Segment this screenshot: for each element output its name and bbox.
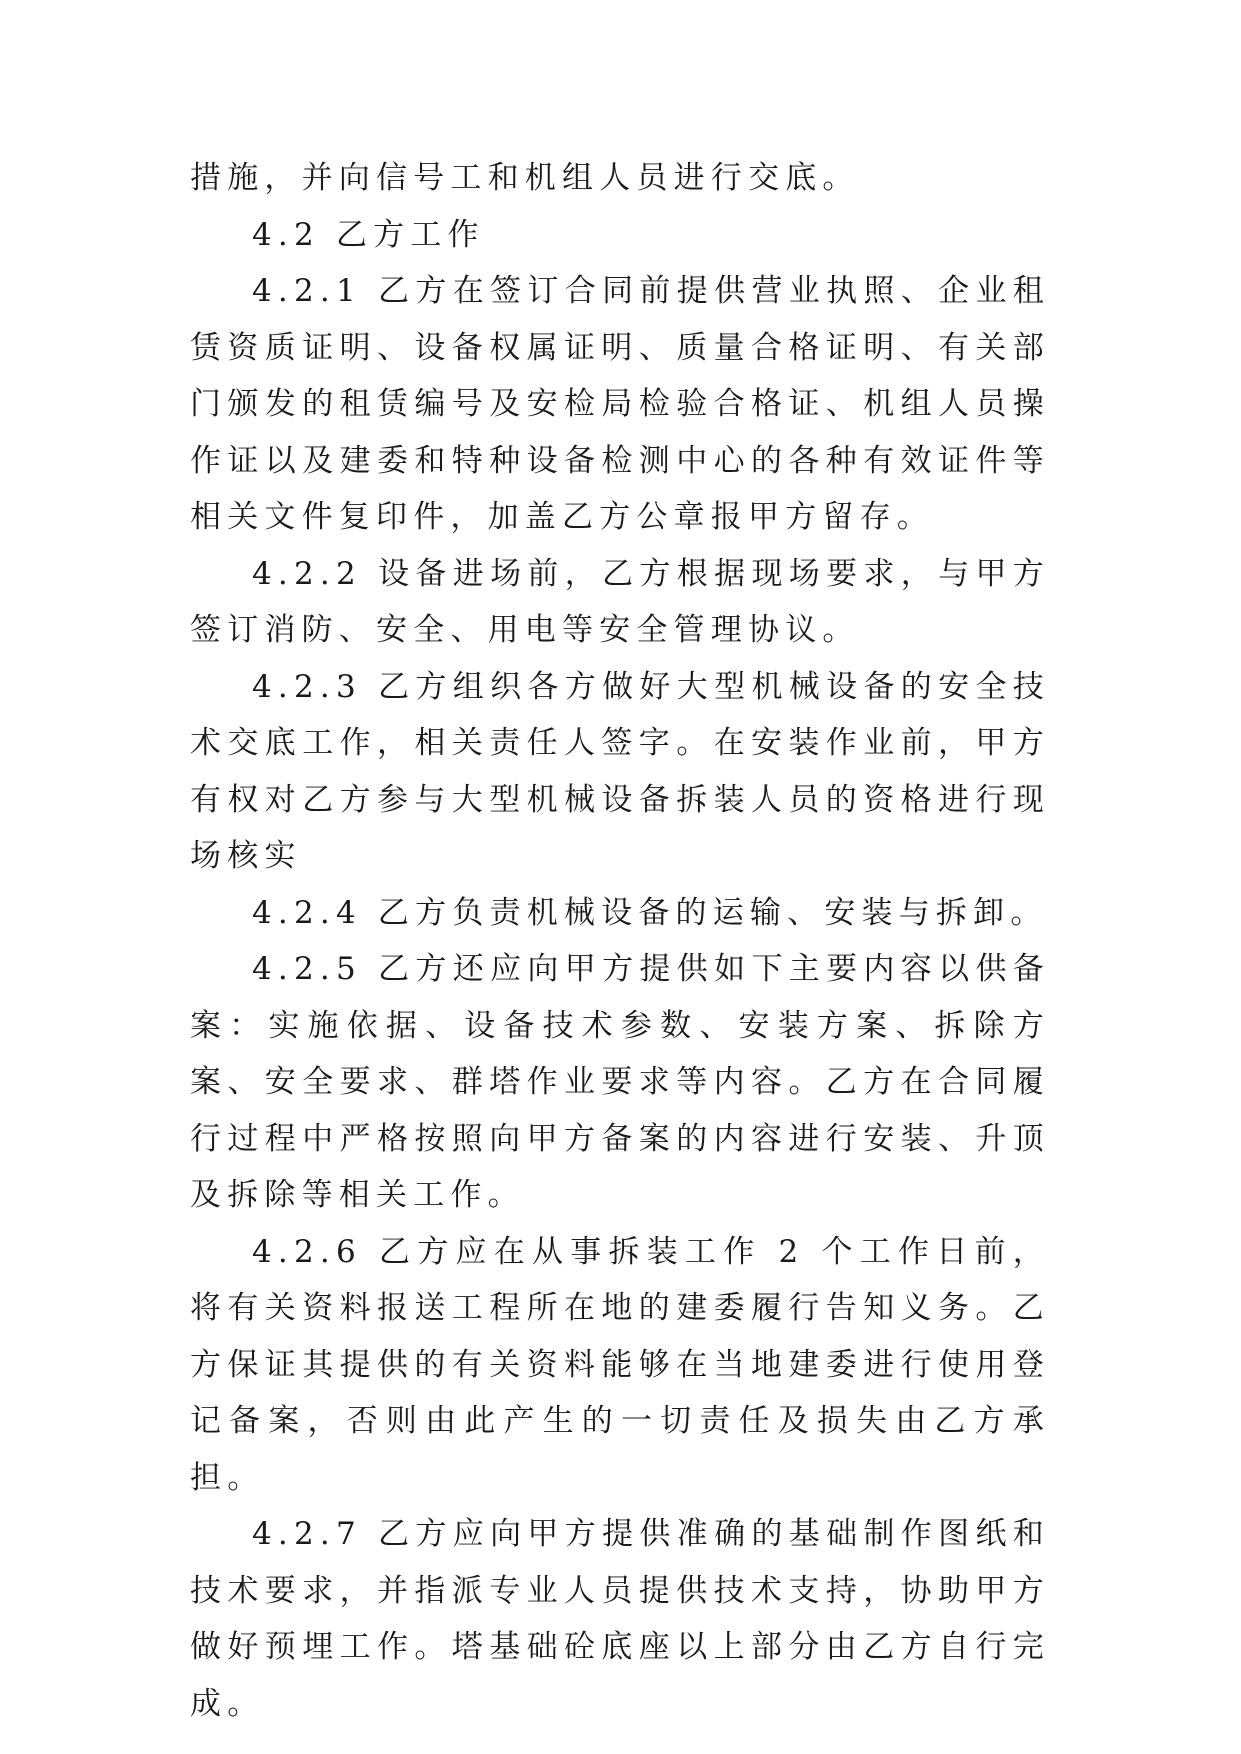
clause-4-2-2: 4.2.2 设备进场前，乙方根据现场要求，与甲方签订消防、安全、用电等安全管理协议。: [190, 555, 1050, 648]
clause-4-2-4: 4.2.4 乙方负责机械设备的运输、安装与拆卸。: [252, 894, 1048, 931]
document-body: [190, 150, 1050, 1732]
paragraph-continuation: 措施，并向信号工和机组人员进行交底。: [190, 160, 860, 196]
clause-4-2-7: 4.2.7 乙方应向甲方提供准确的基础制作图纸和技术要求，并指派专业人员提供技术支持，协助甲方做好预埋工作。塔基础砼底座以上部分由乙方自行完成。: [190, 1516, 1050, 1722]
clause-4-2-1: 4.2.1 乙方在签订合同前提供营业执照、企业租赁资质证明、设备权属证明、质量合格证明、有关部门颁发的租赁编号及安检局检验合格证、机组人员操作证以及建委和特种设备检测中心的各种有效证件等相关文件复印件，加盖乙方公章报甲方留存。: [190, 273, 1050, 535]
clause-4-2-5: 4.2.5 乙方还应向甲方提供如下主要内容以供备案：实施依据、设备技术参数、安装方案、拆除方案、安全要求、群塔作业要求等内容。乙方在合同履行过程中严格按照向甲方备案的内容进行安装、升顶及拆除等相关工作。: [190, 951, 1050, 1213]
clause-4-2-6: 4.2.6 乙方应在从事拆装工作 2 个工作日前，将有关资料报送工程所在地的建委履行告知义务。乙方保证其提供的有关资料能够在当地建委进行使用登记备案，否则由此产生的一切责任及损失由乙方承担。: [190, 1233, 1050, 1496]
clause-4-2-3: 4.2.3 乙方组织各方做好大型机械设备的安全技术交底工作，相关责任人签字。在安装作业前，甲方有权对乙方参与大型机械设备拆装人员的资格进行现场核实: [190, 668, 1050, 874]
section-heading-4-2: 4.2 乙方工作: [252, 216, 485, 253]
